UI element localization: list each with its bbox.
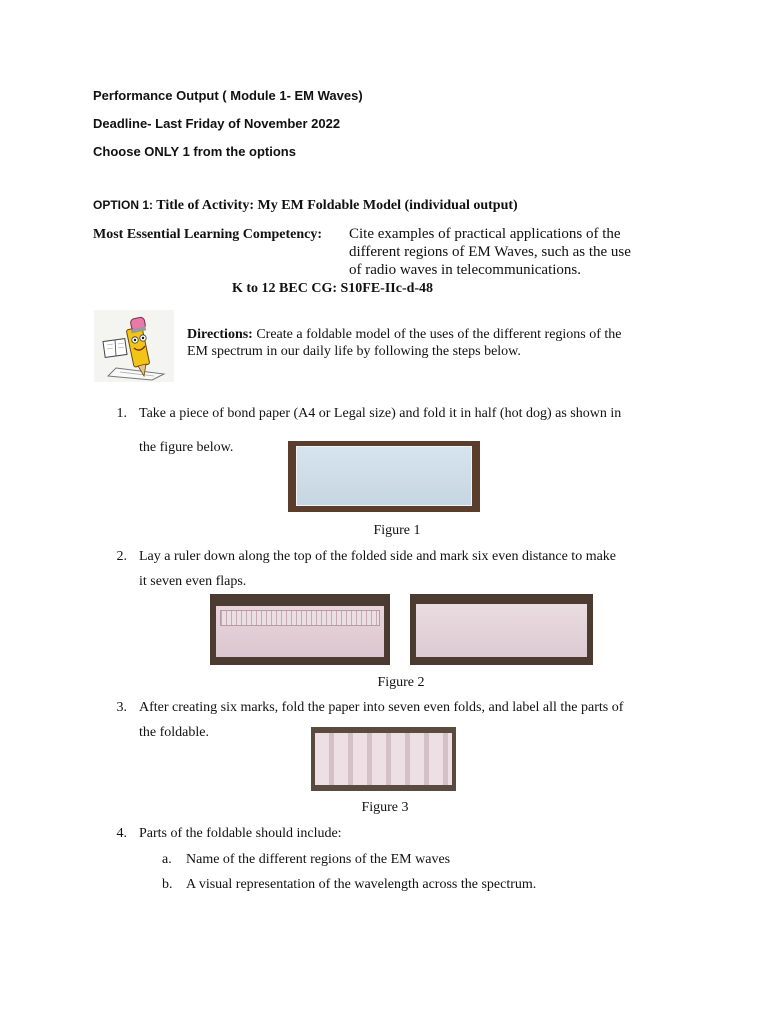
pencil-mascot-icon bbox=[94, 310, 174, 382]
substep-text: A visual representation of the wavelength across the spectrum. bbox=[186, 877, 537, 892]
header-choose: Choose ONLY 1 from the options bbox=[93, 144, 296, 159]
option-heading bbox=[93, 198, 518, 214]
step-number: 1. bbox=[116, 406, 127, 421]
directions-block bbox=[187, 326, 622, 360]
figure-2-caption: Figure 2 bbox=[377, 675, 425, 690]
step-3-line-1: After creating six marks, fold the paper into seven even folds, and label all the parts of bbox=[139, 700, 624, 715]
step-4-line-1: Parts of the foldable should include: bbox=[139, 826, 342, 841]
step-1-line-2: the figure below. bbox=[139, 440, 234, 455]
substep-letter: b. bbox=[162, 877, 173, 892]
header-deadline: Deadline- Last Friday of November 2022 bbox=[93, 116, 341, 131]
figure-3-photo bbox=[311, 727, 456, 791]
directions-label: Directions: bbox=[187, 327, 253, 342]
step-2-line-2: it seven even flaps. bbox=[139, 574, 247, 589]
figure-1-photo bbox=[288, 441, 480, 512]
melc-line-3: of radio waves in telecommunications. bbox=[349, 262, 582, 278]
step-number: 3. bbox=[116, 700, 127, 715]
step-number: 4. bbox=[116, 826, 127, 841]
step-2-line-1: Lay a ruler down along the top of the folded side and mark six even distance to make bbox=[139, 549, 617, 564]
figure-1-caption: Figure 1 bbox=[373, 523, 421, 538]
header-title: Performance Output ( Module 1- EM Waves) bbox=[93, 88, 363, 103]
step-number: 2. bbox=[116, 549, 127, 564]
figure-2-ruler-photo bbox=[210, 594, 390, 665]
step-3-line-2: the foldable. bbox=[139, 725, 209, 740]
melc-line-2: different regions of EM Waves, such as the use bbox=[349, 244, 631, 260]
option-title: Title of Activity: My EM Foldable Model (individual output) bbox=[156, 198, 518, 213]
substep-text: Name of the different regions of the EM waves bbox=[186, 852, 451, 867]
melc-line-1: Cite examples of practical applications of the bbox=[349, 226, 621, 242]
figure-2-marked-photo bbox=[410, 594, 593, 665]
melc-label: Most Essential Learning Competency: bbox=[93, 227, 323, 242]
step-1-line-1: Take a piece of bond paper (A4 or Legal size) and fold it in half (hot dog) as shown in bbox=[139, 406, 622, 421]
directions-line-2: EM spectrum in our daily life by following the steps below. bbox=[187, 344, 521, 359]
melc-text bbox=[349, 225, 631, 279]
directions-line-1: Create a foldable model of the uses of the different regions of the bbox=[256, 327, 622, 342]
figure-3-caption: Figure 3 bbox=[361, 800, 409, 815]
curriculum-code: K to 12 BEC CG: S10FE-IIc-d-48 bbox=[232, 281, 434, 296]
option-prefix: OPTION 1: bbox=[93, 198, 154, 212]
substep-letter: a. bbox=[162, 852, 172, 867]
